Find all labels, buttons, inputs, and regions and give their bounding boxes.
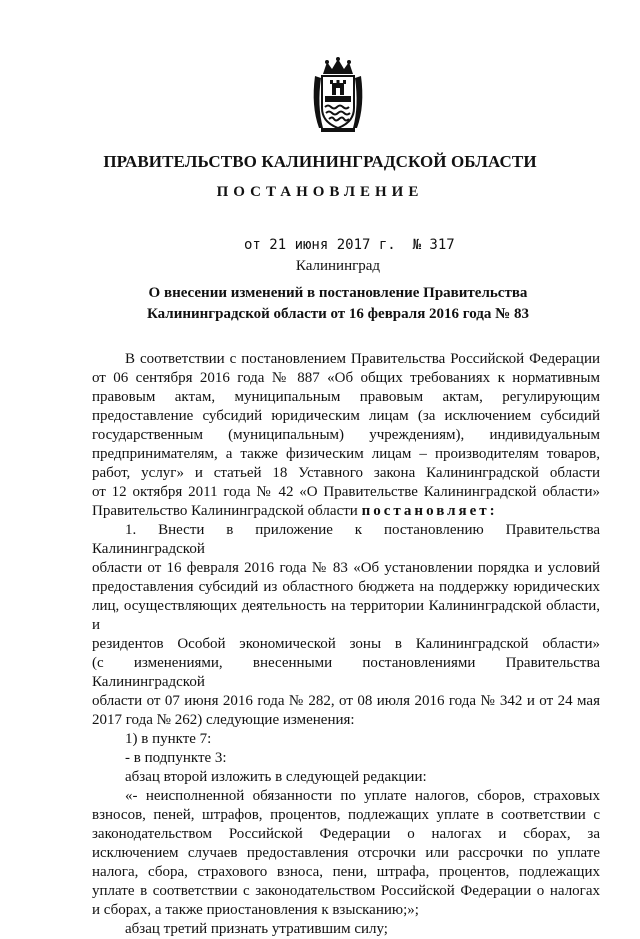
body-line: предпринимателям, а также физическим лицам – производителям товаров,: [92, 446, 600, 462]
document-city: Калининград: [295, 258, 381, 274]
government-name: Правительство Калининградской области: [92, 503, 358, 519]
body-line: [92, 502, 600, 521]
quote-line: уплате в соответствии с законодательством Российской Федерации о налогах: [92, 883, 600, 899]
list-item: абзац третий признать утратившим силу;: [125, 921, 388, 937]
list-item: абзац второй изложить в следующей редакции:: [125, 769, 427, 785]
body-line: государственным (муниципальным) учреждениям), индивидуальным: [92, 427, 600, 443]
document-type: ПОСТАНОВЛЕНИЕ: [216, 184, 424, 200]
document-body: [92, 350, 600, 939]
list-item: - в подпункте 3:: [125, 750, 227, 766]
body-line: правовым актам, муниципальным правовым актам, регулирующим: [92, 389, 600, 405]
body-line: резидентов Особой экономической зоны в Калининградской области»: [92, 636, 600, 652]
body-line: от 12 октября 2011 года № 42 «О Правительстве Калининградской области»: [92, 484, 600, 500]
body-line: от 06 сентября 2016 года № 887 «Об общих требованиях к нормативным: [92, 370, 600, 386]
body-line: предоставление субсидий юридическим лицам (за исключением субсидий: [92, 408, 600, 424]
body-line: области от 07 июня 2016 года № 282, от 08 июля 2016 года № 342 и от 24 мая: [92, 693, 600, 709]
quote-line: законодательством Российской Федерации о налогах и сборах, за: [92, 826, 600, 842]
body-line: предоставления субсидий из областного бюджета на поддержку юридических: [92, 579, 600, 595]
body-line: лиц, осуществляющих деятельность на территории Калининградской области, и: [92, 598, 600, 633]
organization-title: ПРАВИТЕЛЬСТВО КАЛИНИНГРАДСКОЙ ОБЛАСТИ: [103, 152, 537, 171]
quote-line: налога, сбора, страхового взноса, пени, штрафа, процентов, подлежащих: [92, 864, 600, 880]
quote-line: взносов, пеней, штрафов, процентов, подлежащих уплате в соответствии с: [92, 807, 600, 823]
body-line: В соответствии с постановлением Правительства Российской Федерации: [125, 351, 600, 367]
subject-line: О внесении изменений в постановление Правительства: [148, 285, 528, 301]
document-subject: [0, 283, 640, 325]
subject-line: Калининградской области от 16 февраля 2016 года № 83: [147, 306, 529, 322]
quote-line: «- неисполненной обязанности по уплате налогов, сборов, страховых: [125, 788, 600, 804]
quote-line: и сборах, а также приостановления к взысканию;»;: [92, 902, 419, 918]
body-line: области от 16 февраля 2016 года № 83 «Об установлении порядка и условий: [92, 560, 600, 576]
body-line: работ, услуг» и статьей 18 Уставного закона Калининградской области: [92, 465, 600, 481]
document-date-number: от 21 июня 2017 г. № 317: [244, 237, 455, 253]
body-line: (с изменениями, внесенными постановлениями Правительства Калининградской: [92, 655, 600, 690]
decree-word: постановляет:: [361, 503, 498, 519]
quote-line: исключением случаев предоставления отсрочки или рассрочки по уплате: [92, 845, 600, 861]
coat-of-arms-icon: [309, 56, 367, 134]
list-item: 1) в пункте 7:: [125, 731, 212, 747]
body-line: 1. Внести в приложение к постановлению Правительства Калининградской: [92, 522, 600, 557]
body-line: 2017 года № 262) следующие изменения:: [92, 712, 355, 728]
